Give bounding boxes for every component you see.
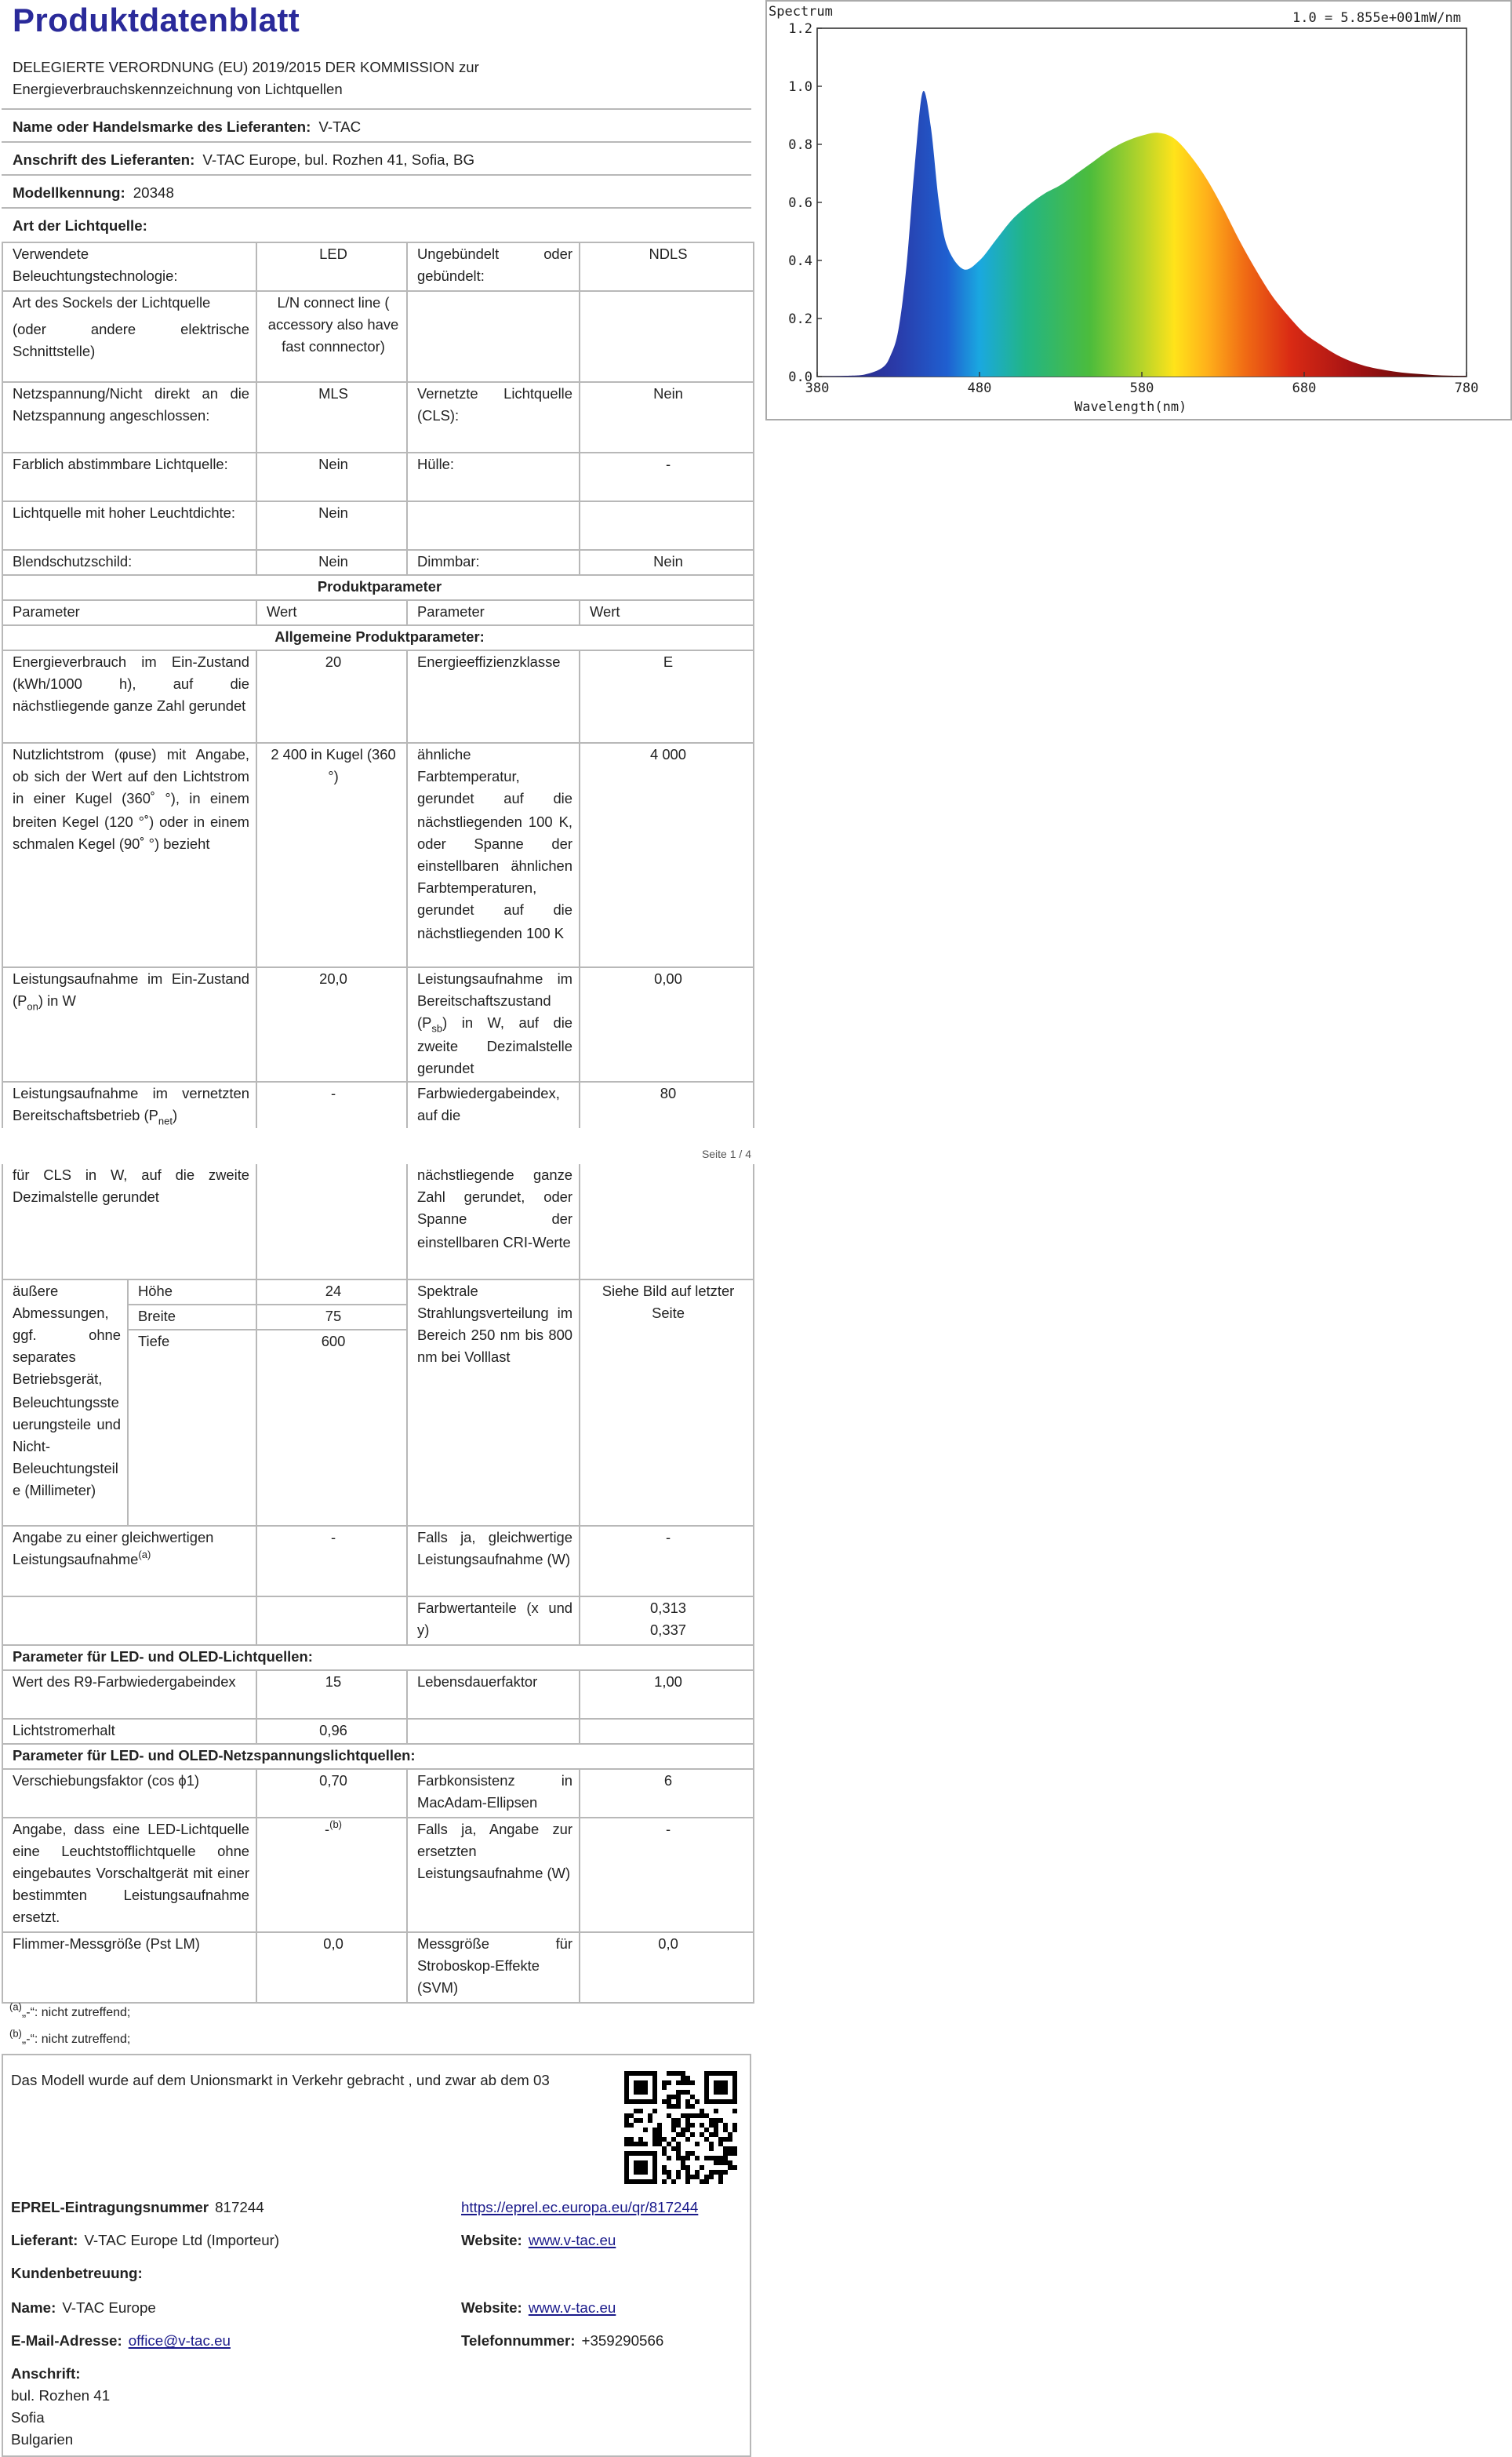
table-row	[2, 1768, 754, 1817]
pnet-text-end: )	[173, 1108, 178, 1124]
replacement-dash: -	[325, 1821, 330, 1836]
table-row	[2, 550, 754, 575]
chroma-y: 0,337	[650, 1622, 687, 1638]
light-source-type-label: Art der Lichtquelle:	[13, 217, 147, 234]
eprel-row	[11, 2198, 264, 2215]
table-row	[2, 1082, 754, 1127]
qr-code-icon[interactable]	[624, 2071, 737, 2184]
table-row	[2, 242, 754, 291]
footnote-b-text: „-“: nicht zutreffend;	[21, 2032, 131, 2046]
name-label: Name:	[11, 2299, 56, 2316]
cell-energy-value: 20	[256, 650, 407, 743]
table-row	[2, 1164, 754, 1279]
cell-dimensions-label: äußere Abmessungen, ggf. ohne separates Betriebsgerät, Beleuchtungssteuerungsteile und Nicht-Beleuchtungsteile (Millimeter)	[2, 1279, 128, 1525]
table-row	[2, 1644, 754, 1669]
lieferant-label: Lieferant:	[11, 2231, 78, 2248]
cell-empty	[256, 1164, 407, 1279]
eprel-label: EPREL-Eintragungsnummer	[11, 2198, 209, 2215]
cell-replaced-power-value: -	[580, 1817, 754, 1931]
market-date-text: Das Modell wurde auf dem Unionsmarkt in Verkehr gebracht , und zwar ab dem 03	[11, 2071, 550, 2088]
footnote-a-text: „-“: nicht zutreffend;	[21, 2005, 131, 2019]
table-row	[2, 1718, 754, 1743]
model-row	[2, 174, 751, 207]
cell-efficiency-class-label: Energieeffizienzklasse	[407, 650, 580, 743]
table-row	[2, 1743, 754, 1768]
cell-empty	[580, 1164, 754, 1279]
pnet-subscript: net	[158, 1117, 173, 1129]
subtitle-line-1: DELEGIERTE VERORDNUNG (EU) 2019/2015 DER KOMMISSION zur	[13, 60, 479, 75]
cell-cri-value: 80	[580, 1082, 754, 1127]
cell-replaced-power-label: Falls ja, Angabe zur ersetzten Leistungsaufnahme (W)	[407, 1817, 580, 1931]
cell-psb-label	[407, 967, 580, 1082]
cell-equiv-label	[2, 1525, 256, 1596]
psb-subscript: sb	[431, 1025, 443, 1036]
website2-row	[461, 2299, 616, 2316]
chart-plot-area	[788, 21, 1478, 396]
cell-technology-value: LED	[256, 242, 407, 291]
website-label: Website:	[461, 2231, 522, 2248]
header-value-1: Wert	[256, 600, 407, 625]
supplier-name-label: Name oder Handelsmarke des Lieferanten:	[13, 118, 311, 135]
cell-equiv-power-value: -	[580, 1525, 754, 1596]
pon-text: Leistungsaufnahme im Ein-Zustand (P	[13, 971, 249, 1010]
section-mains-led-params: Parameter für LED- und OLED-Netzspannungslichtquellen:	[2, 1743, 754, 1768]
cell-pon-value: 20,0	[256, 967, 407, 1082]
cell-cct-value: 4 000	[580, 743, 754, 967]
model-label: Modellkennung:	[13, 184, 125, 201]
table-row	[2, 1931, 754, 2002]
table-row	[2, 625, 754, 650]
phone-value: +359290566	[581, 2331, 664, 2349]
name-row	[11, 2299, 156, 2316]
chart-title: Spectrum	[769, 4, 833, 20]
x-tick-label: 580	[1129, 380, 1154, 396]
cell-pnet-value: -	[256, 1082, 407, 1127]
model-value: 20348	[133, 184, 174, 201]
cell-replacement-label: Angabe, dass eine LED-Lichtquelle eine Leuchtstofflichtquelle ohne eingebautes Vorschaltgerät mit einer bestimmten Leistungsaufnahme ersetzt.	[2, 1817, 256, 1931]
cell-spd-label: Spektrale Strahlungsverteilung im Bereich 250 nm bis 800 nm bei Volllast	[407, 1279, 580, 1525]
cell-cls-cont-label: für CLS in W, auf die zweite Dezimalstelle gerundet	[2, 1164, 256, 1279]
cell-dimmable-label: Dimmbar:	[407, 550, 580, 575]
supplier-address-row	[2, 141, 751, 174]
table-row	[2, 967, 754, 1082]
cell-spd-value: Siehe Bild auf letzter Seite	[580, 1279, 754, 1525]
cell-cos-label: Verschiebungsfaktor (cos ϕ1)	[2, 1768, 256, 1817]
address-line-3: Bulgarien	[11, 2430, 74, 2448]
table-row	[2, 575, 754, 600]
cell-cls-label: Vernetzte Lichtquelle (CLS):	[407, 382, 580, 453]
x-tick-label: 680	[1292, 380, 1317, 396]
cell-height-label: Höhe	[128, 1279, 256, 1304]
cell-empty	[407, 291, 580, 382]
cell-r9-label: Wert des R9-Farbwiedergabeindex	[2, 1669, 256, 1718]
cell-efficiency-class-value: E	[580, 650, 754, 743]
supplier-footer	[2, 2054, 751, 2457]
supplier-name-row	[2, 108, 751, 141]
header-value-2: Wert	[580, 600, 754, 625]
cell-r9-value: 15	[256, 1669, 407, 1718]
cell-empty	[580, 501, 754, 550]
cell-hld-label: Lichtquelle mit hoher Leuchtdichte:	[2, 501, 256, 550]
eprel-link[interactable]: https://eprel.ec.europa.eu/qr/817244	[461, 2198, 699, 2215]
email-link[interactable]: office@v-tac.eu	[128, 2331, 231, 2349]
cell-survival-value: 1,00	[580, 1669, 754, 1718]
website-link[interactable]: www.v-tac.eu	[528, 2231, 616, 2248]
cell-cri-cont-label: nächstliegende ganze Zahl gerundet, oder Spanne der einstellbaren CRI-Werte	[407, 1164, 580, 1279]
cell-cri-label: Farbwiedergabeindex, auf die	[407, 1082, 580, 1127]
pon-text-end: ) in W	[38, 993, 76, 1010]
cell-replacement-value	[256, 1817, 407, 1931]
email-row	[11, 2331, 231, 2349]
cell-flicker-label: Flimmer-Messgröße (Pst LM)	[2, 1931, 256, 2002]
y-tick-label: 0.4	[788, 253, 812, 269]
footnote-a-mark: (a)	[9, 2002, 22, 2014]
equiv-footnote-mark: (a)	[138, 1549, 151, 1561]
cell-flicker-value: 0,0	[256, 1931, 407, 2002]
x-tick-label: 780	[1454, 380, 1479, 396]
y-tick-label: 0.0	[788, 369, 812, 385]
cell-width-label: Breite	[128, 1304, 256, 1329]
x-tick-label: 480	[967, 380, 992, 396]
table-header-row	[2, 600, 754, 625]
website2-label: Website:	[461, 2299, 522, 2316]
section-led-params: Parameter für LED- und OLED-Lichtquellen:	[2, 1644, 754, 1669]
pon-subscript: on	[27, 1003, 38, 1014]
header-parameter-2: Parameter	[407, 600, 580, 625]
cap-label-line-1: Art des Sockels der Lichtquelle	[13, 295, 211, 311]
cell-flux-label: Nutzlichtstrom (φuse) mit Angabe, ob sich der Wert auf den Lichtstrom in einer Kugel (360˚ °), in einem breiten Kegel (120 °˚) oder in einem schmalen Kegel (90˚ °) bezieht	[2, 743, 256, 967]
lieferant-row	[11, 2231, 279, 2248]
phone-label: Telefonnummer:	[461, 2331, 576, 2349]
cell-cap-value: L/N connect line ( accessory also have fast connnector)	[256, 291, 407, 382]
cell-colour-consistency-label: Farbkonsistenz in MacAdam-Ellipsen	[407, 1768, 580, 1817]
x-tick-label: 380	[805, 380, 830, 396]
section-allgemeine: Allgemeine Produktparameter:	[2, 625, 754, 650]
cell-colour-consistency-value: 6	[580, 1768, 754, 1817]
cell-cos-value: 0,70	[256, 1768, 407, 1817]
cell-maintenance-value: 0,96	[256, 1718, 407, 1743]
table-row	[2, 650, 754, 743]
cell-empty	[580, 291, 754, 382]
section-produktparameter: Produktparameter	[2, 575, 754, 600]
supplier-address-label: Anschrift des Lieferanten:	[13, 151, 195, 168]
y-tick-label: 0.2	[788, 311, 812, 327]
lieferant-value: V-TAC Europe Ltd (Importeur)	[84, 2231, 280, 2248]
subtitle-line-2: Energieverbrauchskennzeichnung von Lichtquellen	[13, 82, 343, 97]
cell-chroma-value	[580, 1596, 754, 1644]
parameter-table-page2	[2, 1164, 754, 2003]
footnote-b	[9, 2030, 130, 2048]
phone-row	[461, 2331, 663, 2349]
cell-cct-label: ähnliche Farbtemperatur, gerundet auf die nächstliegenden 100 K, oder Spanne der einstellbaren ähnlichen Farbtemperaturen, gerundet auf die nächstliegenden 100 K	[407, 743, 580, 967]
supplier-name-value: V-TAC	[318, 118, 362, 135]
page-number: Seite 1 / 4	[701, 1150, 751, 1161]
name-value: V-TAC Europe	[62, 2299, 156, 2316]
regulation-subtitle	[13, 56, 530, 100]
table-row	[2, 1669, 754, 1718]
header-parameter-1: Parameter	[2, 600, 256, 625]
chroma-x: 0,313	[650, 1600, 687, 1615]
chart-annotation: 1.0 = 5.855e+001mW/nm	[1292, 10, 1461, 26]
y-tick-label: 1.2	[788, 21, 812, 37]
cell-directional-value: NDLS	[580, 242, 754, 291]
cell-survival-label: Lebensdauerfaktor	[407, 1669, 580, 1718]
table-row	[2, 501, 754, 550]
cell-antiglare-value: Nein	[256, 550, 407, 575]
address-line-1: bul. Rozhen 41	[11, 2386, 111, 2404]
chart-xlabel: Wavelength(nm)	[1074, 399, 1187, 415]
cell-mains-value: MLS	[256, 382, 407, 453]
cell-empty	[580, 1718, 754, 1743]
cell-depth-value: 600	[256, 1329, 407, 1525]
cell-hld-value: Nein	[256, 501, 407, 550]
address-line-2: Sofia	[11, 2408, 45, 2426]
cell-energy-label: Energieverbrauch im Ein-Zustand (kWh/1000 h), auf die nächstliegende ganze Zahl gerundet	[2, 650, 256, 743]
cell-width-value: 75	[256, 1304, 407, 1329]
cell-mains-label: Netzspannung/Nicht direkt an die Netzspannung angeschlossen:	[2, 382, 256, 453]
cell-dimmable-value: Nein	[580, 550, 754, 575]
spectrum-chart	[765, 0, 1512, 420]
cell-antiglare-label: Blendschutzschild:	[2, 550, 256, 575]
table-row	[2, 743, 754, 967]
cell-chroma-label: Farbwertanteile (x und y)	[407, 1596, 580, 1644]
footnote-b-mark: (b)	[9, 2029, 22, 2040]
parameter-table-page1	[2, 242, 754, 1127]
cell-envelope-value: -	[580, 453, 754, 501]
cell-maintenance-label: Lichtstromerhalt	[2, 1718, 256, 1743]
cap-label-line-2: (oder andere elektrische Schnittstelle)	[13, 322, 249, 360]
cell-svm-label: Messgröße für Stroboskop-Effekte (SVM)	[407, 1931, 580, 2002]
cell-tunable-label: Farblich abstimmbare Lichtquelle:	[2, 453, 256, 501]
cell-pon-label	[2, 967, 256, 1082]
cell-cap-label	[2, 291, 256, 382]
table-row	[2, 291, 754, 382]
cell-directional-label: Ungebündelt oder gebündelt:	[407, 242, 580, 291]
kundenbetreuung-heading	[11, 2264, 149, 2281]
table-row	[2, 1817, 754, 1931]
pnet-text: Leistungsaufnahme im vernetzten Bereitschaftsbetrieb (P	[13, 1086, 249, 1124]
kundenbetreuung-label: Kundenbetreuung:	[11, 2264, 143, 2281]
y-tick-label: 1.0	[788, 79, 812, 95]
cell-empty	[407, 1718, 580, 1743]
table-row	[2, 1525, 754, 1596]
cell-envelope-label: Hülle:	[407, 453, 580, 501]
website2-link[interactable]: www.v-tac.eu	[528, 2299, 616, 2316]
supplier-address-value: V-TAC Europe, bul. Rozhen 41, Sofia, BG	[202, 151, 475, 168]
cell-tunable-value: Nein	[256, 453, 407, 501]
psb-text: Leistungsaufnahme im Bereitschaftszustand (P	[417, 971, 572, 1032]
replacement-footnote-mark: (b)	[329, 1818, 343, 1830]
cell-equiv-value: -	[256, 1525, 407, 1596]
eprel-value: 817244	[215, 2198, 264, 2215]
cell-pnet-label	[2, 1082, 256, 1127]
footnote-a	[9, 2004, 130, 2021]
cell-empty	[407, 501, 580, 550]
psb-text-end: ) in W, auf die zweite Dezimalstelle gerundet	[417, 1015, 572, 1076]
cell-svm-value: 0,0	[580, 1931, 754, 2002]
cell-empty	[256, 1596, 407, 1644]
cell-flux-value: 2 400 in Kugel (360 °)	[256, 743, 407, 967]
table-row	[2, 1596, 754, 1644]
cell-depth-label: Tiefe	[128, 1329, 256, 1525]
cell-technology-label: Verwendete Beleuchtungstechnologie:	[2, 242, 256, 291]
cell-cls-value: Nein	[580, 382, 754, 453]
anschrift-label-row	[11, 2364, 87, 2382]
table-row	[2, 453, 754, 501]
anschrift-label: Anschrift:	[11, 2364, 81, 2382]
cell-height-value: 24	[256, 1279, 407, 1304]
light-source-type-row	[2, 207, 751, 243]
website-row	[461, 2231, 616, 2248]
email-label: E-Mail-Adresse:	[11, 2331, 122, 2349]
equiv-text: Angabe zu einer gleichwertigen Leistungsaufnahme	[13, 1529, 214, 1567]
cell-psb-value: 0,00	[580, 967, 754, 1082]
y-tick-label: 0.6	[788, 195, 812, 211]
table-row	[2, 1279, 754, 1304]
page-title: Produktdatenblatt	[13, 3, 300, 39]
table-row	[2, 382, 754, 453]
cell-empty	[2, 1596, 256, 1644]
cell-equiv-power-label: Falls ja, gleichwertige Leistungsaufnahme (W)	[407, 1525, 580, 1596]
y-tick-label: 0.8	[788, 137, 812, 153]
